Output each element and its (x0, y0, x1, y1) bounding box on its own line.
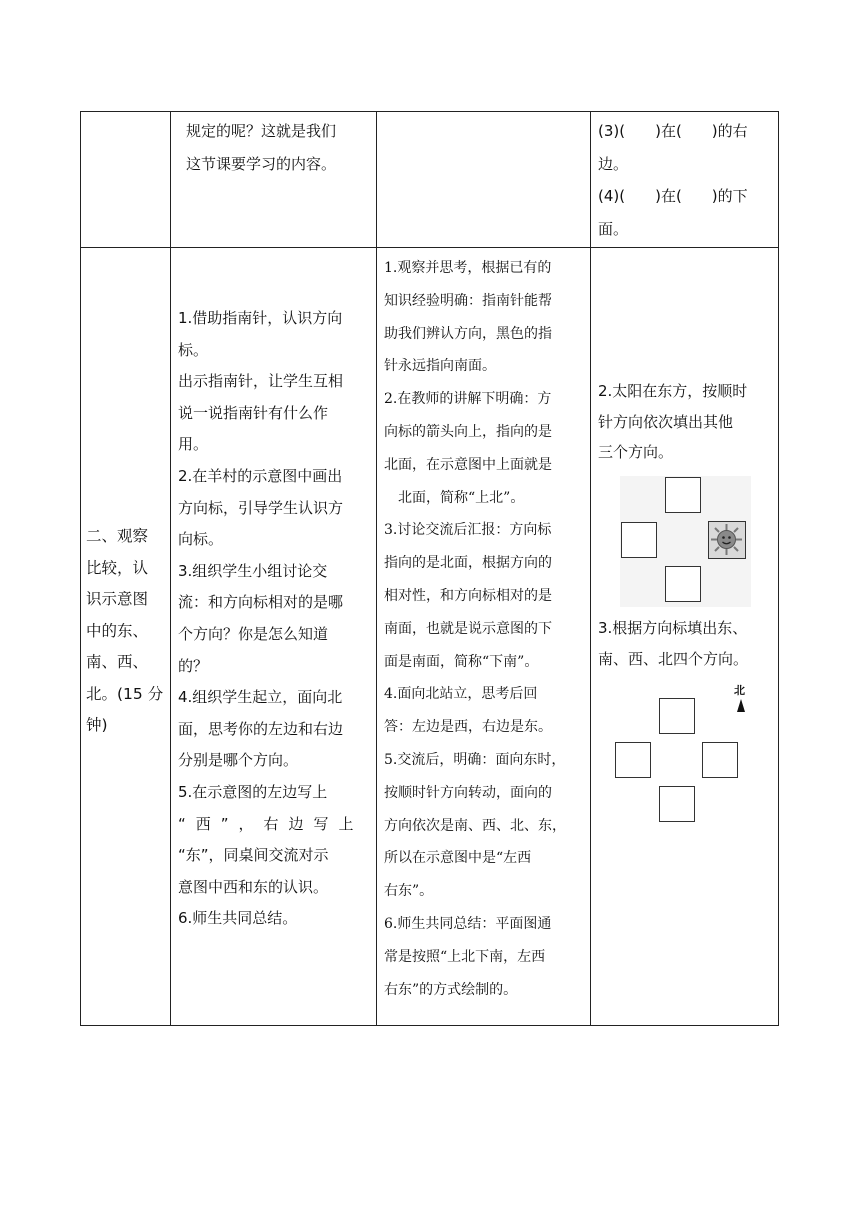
text-line: 3.组织学生小组讨论交 (178, 561, 328, 580)
text-line: (4)( )在( )的下 (598, 187, 748, 205)
text-line: 常是按照“上北下南，左西 (384, 948, 546, 965)
table-border-right (778, 111, 779, 1026)
north-label: 北 (734, 684, 745, 697)
text-line: 南面，也就是说示意图的下 (384, 620, 552, 637)
text-line: 识示意图 (86, 590, 149, 608)
table-border-left (80, 111, 81, 1026)
sun-icon (708, 521, 746, 559)
answer-box-east[interactable] (702, 742, 738, 778)
text-line: 个方向？你是怎么知道 (178, 624, 329, 643)
text-line: 中的东、 (86, 621, 149, 640)
text-line: 2.在羊村的示意图中画出 (178, 466, 343, 485)
answer-box-top[interactable] (665, 477, 701, 513)
text-line: 二、观察 (86, 527, 149, 545)
answer-box-west[interactable] (615, 742, 651, 778)
answer-box-south[interactable] (659, 786, 695, 822)
text-line: 南、西、 (86, 653, 149, 671)
teacher-activity-cell (178, 303, 370, 935)
text-line: 右东”。 (384, 883, 434, 900)
sun-direction-diagram (620, 476, 751, 607)
text-line: 针永远指向南面。 (384, 358, 496, 375)
compass-direction-diagram (612, 684, 762, 824)
text-line: 方向依次是南、西、北、东， (384, 817, 566, 834)
text-line: 5.交流后，明确：面向东时， (384, 751, 566, 768)
text-line: 南、西、北四个方向。 (598, 649, 749, 668)
text-line: 相对性，和方向标相对的是 (384, 587, 552, 604)
table-divider-2 (376, 111, 377, 1026)
text-line: 方向标，引导学生认识方 (178, 498, 344, 517)
text-line: “西”，右边写上 (178, 814, 364, 833)
text-line: 2.在教师的讲解下明确：方 (384, 391, 552, 408)
text-line: 北面，简称“上北”。 (398, 489, 525, 506)
text-line: 答：左边是西，右边是东。 (384, 719, 552, 736)
text-line: 3.讨论交流后汇报：方向标 (384, 522, 552, 539)
text-line: 3.根据方向标填出东、 (598, 619, 748, 637)
exercise-q3-text (598, 613, 776, 674)
text-line: 分别是哪个方向。 (178, 751, 299, 770)
text-line: 6.师生共同总结。 (178, 909, 298, 928)
text-line: 针方向依次填出其他 (598, 412, 734, 431)
text-line: 比较，认 (86, 558, 149, 577)
text-line: 知识经验明确：指南针能帮 (384, 292, 552, 309)
text-line: 意图中西和东的认识。 (178, 877, 329, 896)
text-line: 面。 (598, 219, 629, 238)
text-line: 北面，在示意图中上面就是 (384, 456, 552, 473)
exercise-q2-text (598, 376, 776, 468)
text-line: 助我们辨认方向，黑色的指 (384, 325, 552, 342)
text-line: “东”，同桌间交流对示 (178, 846, 329, 865)
table-row-divider (80, 247, 779, 248)
answer-box-bottom[interactable] (665, 566, 701, 602)
section-title-cell (86, 521, 168, 742)
text-line: 面，思考你的左边和右边 (178, 719, 344, 738)
text-line: (3)( )在( )的右 (598, 122, 748, 140)
text-line: 1.借助指南针，认识方向 (178, 309, 343, 327)
student-activity-cell (384, 252, 586, 1006)
text-line: 向标的箭头向上，指向的是 (384, 423, 552, 440)
text-line: 钟) (86, 716, 108, 734)
text-line: 5.在示意图的左边写上 (178, 782, 328, 801)
text-line: 指向的是北面，根据方向的 (384, 555, 552, 572)
text-line: 边。 (598, 154, 629, 173)
table-border-top (80, 111, 779, 112)
text-line: 向标。 (178, 530, 224, 549)
text-line: 1.观察并思考，根据已有的 (384, 260, 552, 276)
text-line: 用。 (178, 435, 209, 454)
text-line: 三个方向。 (598, 443, 674, 461)
text-line: 这节课要学习的内容。 (186, 154, 337, 173)
text-line: 的？ (178, 656, 209, 675)
text-line: 按顺时针方向转动，面向的 (384, 784, 552, 801)
text-line: 4.面向北站立，思考后回 (384, 686, 538, 703)
row1-teacher-cell (186, 115, 371, 180)
text-line: 出示指南针，让学生互相 (178, 372, 344, 391)
table-border-bottom (80, 1025, 779, 1026)
text-line: 6.师生共同总结：平面图通 (384, 915, 552, 932)
text-line: 4.组织学生起立，面向北 (178, 688, 343, 707)
north-arrow-icon (737, 699, 745, 712)
answer-box-north[interactable] (659, 698, 695, 734)
text-line: 2.太阳在东方，按顺时 (598, 382, 748, 400)
text-line: 标。 (178, 340, 209, 359)
text-line: 说一说指南针有什么作 (178, 403, 329, 422)
row1-exercise-cell (598, 115, 776, 245)
text-line: 北。(15 分 (86, 684, 164, 703)
table-divider-3 (590, 111, 591, 1026)
text-line: 流：和方向标相对的是哪 (178, 593, 344, 612)
text-line: 面是南面，简称“下南”。 (384, 653, 539, 670)
table-divider-1 (170, 111, 171, 1026)
text-line: 规定的呢？这就是我们 (186, 122, 337, 140)
answer-box-left[interactable] (621, 522, 657, 558)
text-line: 所以在示意图中是“左西 (384, 850, 532, 867)
text-line: 右东”的方式绘制的。 (384, 981, 518, 998)
